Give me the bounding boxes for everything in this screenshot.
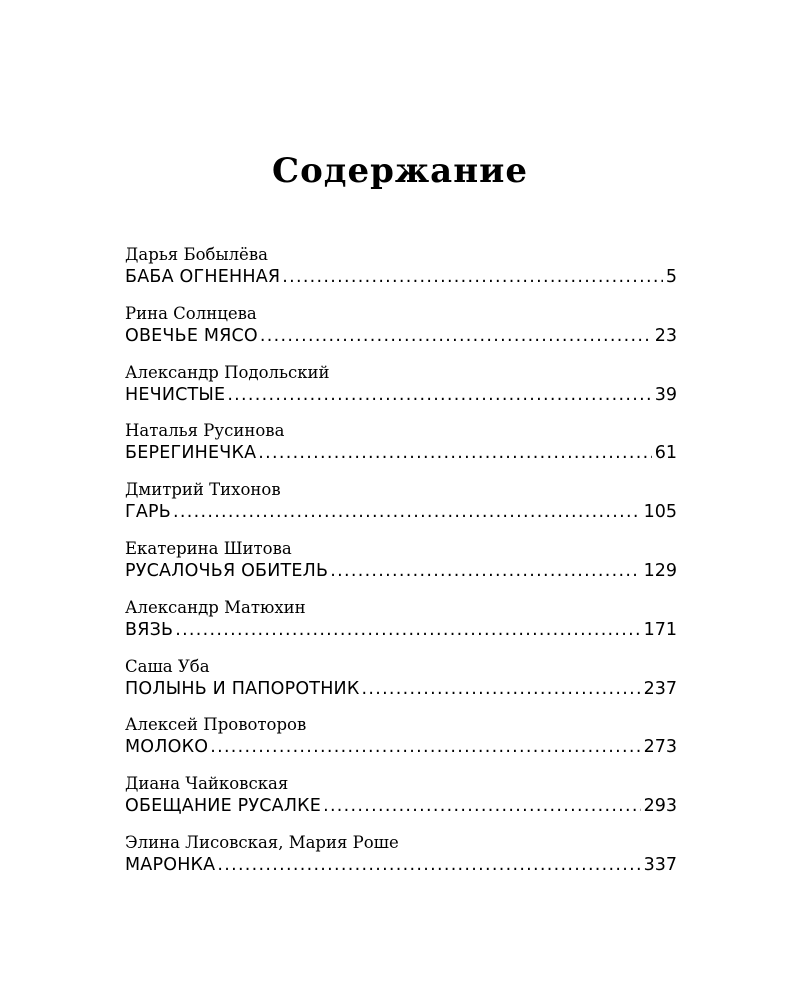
entry-story-line[interactable] bbox=[125, 559, 677, 583]
entry-author: Алексей Провоторов bbox=[125, 715, 307, 735]
toc-entry bbox=[125, 539, 677, 598]
toc-entry bbox=[125, 833, 677, 892]
dot-leader bbox=[260, 324, 652, 348]
entry-page-number: 105 bbox=[643, 502, 677, 523]
entry-author: Александр Подольский bbox=[125, 362, 330, 382]
toc-entry bbox=[125, 245, 677, 304]
entry-story-line[interactable] bbox=[125, 735, 677, 759]
entry-page-number: 23 bbox=[654, 325, 677, 346]
entry-page-number: 39 bbox=[654, 384, 677, 405]
entry-story-title: ОВЕЧЬЕ МЯСО bbox=[125, 325, 258, 346]
entry-story-title: ВЯЗЬ bbox=[125, 619, 174, 640]
entry-author: Элина Лисовская, Мария Роше bbox=[125, 832, 399, 852]
toc-entry bbox=[125, 657, 677, 716]
dot-leader bbox=[175, 618, 640, 642]
entry-story-line[interactable] bbox=[125, 324, 677, 348]
entry-story-title: ГАРЬ bbox=[125, 502, 172, 523]
dot-leader bbox=[173, 500, 641, 524]
entry-story-title: НЕЧИСТЫЕ bbox=[125, 384, 226, 405]
entry-story-line[interactable] bbox=[125, 441, 677, 465]
entry-story-line[interactable] bbox=[125, 383, 677, 407]
entry-story-line[interactable] bbox=[125, 677, 677, 701]
entry-story-line[interactable] bbox=[125, 265, 677, 289]
toc-entry bbox=[125, 304, 677, 363]
entry-story-title: ОБЕЩАНИЕ РУСАЛКЕ bbox=[125, 796, 322, 817]
entry-story-title: БАБА ОГНЕННАЯ bbox=[125, 267, 281, 287]
toc-list bbox=[125, 245, 677, 892]
toc-entry bbox=[125, 363, 677, 422]
entry-story-title: МАРОНКА bbox=[125, 854, 216, 875]
entry-author: Наталья Русинова bbox=[125, 421, 285, 441]
entry-story-title: БЕРЕГИНЕЧКА bbox=[125, 443, 257, 464]
entry-story-line[interactable] bbox=[125, 500, 677, 524]
entry-author: Дарья Бобылёва bbox=[125, 245, 268, 264]
entry-page-number: 293 bbox=[643, 796, 677, 817]
entry-author: Екатерина Шитова bbox=[125, 538, 292, 558]
entry-page-number: 61 bbox=[654, 443, 677, 464]
entry-page-number: 5 bbox=[665, 267, 677, 287]
entry-page-number: 337 bbox=[643, 854, 677, 875]
dot-leader bbox=[323, 794, 641, 818]
entry-page-number: 237 bbox=[643, 678, 677, 699]
toc-entry bbox=[125, 480, 677, 539]
entry-author: Диана Чайковская bbox=[125, 774, 289, 794]
entry-story-line[interactable] bbox=[125, 853, 677, 877]
entry-author: Дмитрий Тихонов bbox=[125, 480, 281, 500]
toc-entry bbox=[125, 715, 677, 774]
dot-leader bbox=[217, 853, 640, 877]
dot-leader bbox=[330, 559, 640, 583]
dot-leader bbox=[282, 265, 663, 289]
entry-story-line[interactable] bbox=[125, 794, 677, 818]
entry-page-number: 273 bbox=[643, 737, 677, 758]
toc-entry bbox=[125, 421, 677, 480]
entry-page-number: 171 bbox=[643, 619, 677, 640]
entry-author: Александр Матюхин bbox=[125, 597, 306, 617]
entry-story-title: РУСАЛОЧЬЯ ОБИТЕЛЬ bbox=[125, 560, 329, 581]
toc-entry bbox=[125, 774, 677, 833]
dot-leader bbox=[210, 735, 640, 759]
toc-title: Содержание bbox=[272, 151, 528, 191]
entry-story-title: МОЛОКО bbox=[125, 737, 209, 758]
entry-page-number: 129 bbox=[643, 560, 677, 581]
entry-story-line[interactable] bbox=[125, 618, 677, 642]
toc-entry bbox=[125, 598, 677, 657]
entry-author: Рина Солнцева bbox=[125, 303, 257, 323]
entry-story-title: ПОЛЫНЬ И ПАПОРОТНИК bbox=[125, 678, 360, 699]
entry-author: Саша Уба bbox=[125, 656, 210, 676]
dot-leader bbox=[227, 383, 651, 407]
dot-leader bbox=[361, 677, 640, 701]
dot-leader bbox=[258, 441, 651, 465]
